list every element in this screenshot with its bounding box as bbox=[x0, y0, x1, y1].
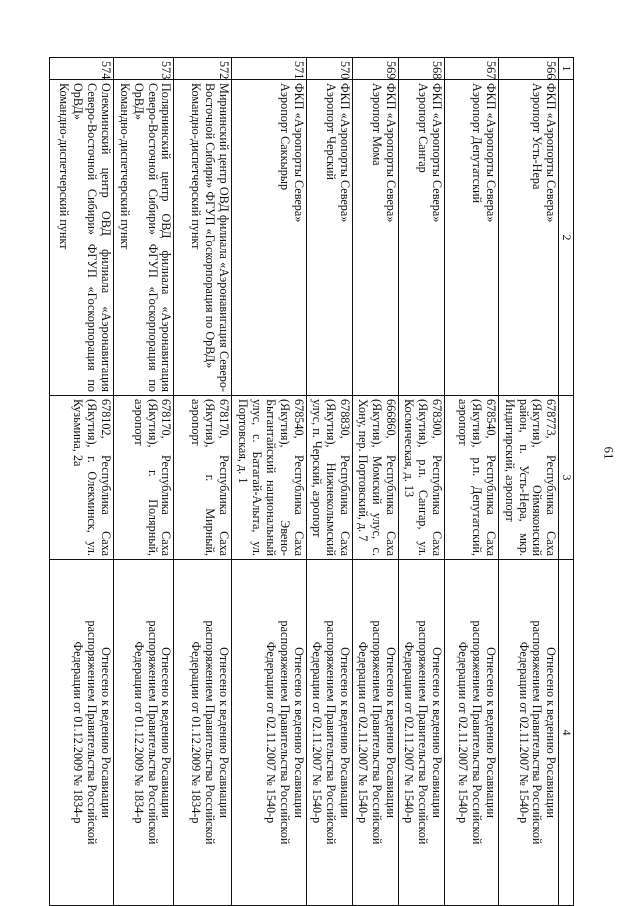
row-address: 678170, Республика Саха (Якутия), г. Мирный, аэропорт bbox=[174, 396, 232, 560]
table-row bbox=[399, 58, 445, 906]
table-row bbox=[174, 58, 232, 906]
row-note bbox=[232, 560, 307, 906]
row-number: 571 bbox=[232, 58, 307, 80]
row-note bbox=[50, 560, 114, 906]
page-number: 61 bbox=[601, 446, 617, 460]
note-line: Отнесено к ведению Росавиации bbox=[430, 647, 445, 818]
note-line: Федерации от 02.11.2007 № 1540-р bbox=[516, 641, 531, 824]
object-name: Аэропорт Депутатский bbox=[469, 83, 484, 204]
row-name bbox=[50, 80, 114, 396]
row-number: 567 bbox=[445, 58, 499, 80]
row-address: 666860, Республика Саха (Якутия), Момский улус, с. Хону, пер. Портовский, д. 7 bbox=[353, 396, 399, 560]
row-address: 678540, Республика Саха (Якутия), Эвено-Бытантайский национальный улус, с. Батагай-Алыта, ул. Портовская, д. 1 bbox=[232, 396, 307, 560]
object-name: Аэропорт Черский bbox=[324, 83, 339, 180]
header-col-1: 1 bbox=[559, 58, 574, 80]
note-line: распоряжением Правительства Российской bbox=[530, 620, 545, 845]
note-line: Федерации от 01.12.2009 № 1834-р bbox=[189, 641, 204, 824]
row-name bbox=[445, 80, 499, 396]
note-line: Отнесено к ведению Росавиации bbox=[159, 647, 174, 818]
org-name: ФКП «Аэропорты Севера» bbox=[338, 83, 353, 223]
row-name bbox=[232, 80, 307, 396]
row-number: 570 bbox=[306, 58, 352, 80]
note-line: распоряжением Правительства Российской bbox=[370, 620, 385, 845]
note-line: распоряжением Правительства Российской bbox=[203, 620, 218, 845]
row-note bbox=[353, 560, 399, 906]
note-line: Отнесено к ведению Росавиации bbox=[291, 647, 306, 818]
note-line: распоряжением Правительства Российской bbox=[85, 620, 100, 845]
row-number: 574 bbox=[50, 58, 114, 80]
row-number: 572 bbox=[174, 58, 232, 80]
table-row bbox=[50, 58, 114, 906]
org-name: ФКП «Аэропорты Севера» bbox=[384, 83, 399, 223]
org-name: ФКП «Аэропорты Севера» bbox=[291, 83, 306, 223]
row-address: 678170, Республика Саха (Якутия), г. Полярный, аэропорт bbox=[114, 396, 174, 560]
note-line: Отнесено к ведению Росавиации bbox=[338, 647, 353, 818]
object-name: Аэропорт Усть-Нера bbox=[530, 83, 545, 190]
row-address: 678540, Республика Саха (Якутия), р.п. Депутатский, аэропорт bbox=[445, 396, 499, 560]
org-name: ФКП «Аэропорты Севера» bbox=[544, 83, 559, 223]
table-row bbox=[498, 58, 558, 906]
row-note bbox=[114, 560, 174, 906]
note-line: Федерации от 02.11.2007 № 1540-р bbox=[356, 641, 371, 824]
org-name: ФКП «Аэропорты Севера» bbox=[430, 83, 445, 223]
row-address: 678773, Республика Саха (Якутия), Оймяконский район, п. Усть-Нера, мкр. Индигирский, аэропорт bbox=[498, 396, 558, 560]
row-note bbox=[498, 560, 558, 906]
row-address: 678102, Республика Саха (Якутия), г. Олекминск, ул. Кузьмина, 2а bbox=[50, 396, 114, 560]
table-row bbox=[114, 58, 174, 906]
row-number: 573 bbox=[114, 58, 174, 80]
table-row bbox=[445, 58, 499, 906]
note-line: Федерации от 01.12.2009 № 1834-р bbox=[71, 641, 86, 824]
row-address: 678830, Республика Саха (Якутия), Нижнеколымский улус, п. Черский, аэропорт bbox=[306, 396, 352, 560]
object-name: Командно-диспетчерский пункт bbox=[57, 83, 72, 250]
row-address: 678300, Республика Саха (Якутия), р.п. Сангар, ул. Космическая, д. 13 bbox=[399, 396, 445, 560]
row-name bbox=[174, 80, 232, 396]
row-name bbox=[498, 80, 558, 396]
object-name: Аэропорт Саккырыр bbox=[278, 83, 293, 191]
table-header-row bbox=[559, 58, 574, 906]
note-line: Отнесено к ведению Росавиации bbox=[217, 647, 232, 818]
row-note bbox=[306, 560, 352, 906]
object-name: Командно-диспетчерский пункт bbox=[189, 83, 204, 250]
row-number: 569 bbox=[353, 58, 399, 80]
note-line: Отнесено к ведению Росавиации bbox=[99, 647, 113, 818]
note-line: распоряжением Правительства Российской bbox=[145, 620, 160, 845]
table-row bbox=[306, 58, 352, 906]
note-line: распоряжением Правительства Российской bbox=[324, 620, 339, 845]
row-note bbox=[445, 560, 499, 906]
row-name bbox=[306, 80, 352, 396]
note-line: Отнесено к ведению Росавиации bbox=[544, 647, 559, 818]
document-table-rotated bbox=[49, 57, 574, 905]
header-col-4: 4 bbox=[559, 560, 574, 906]
org-name: Олекминский центр ОВД филиала «Аэронавигация Северо-Восточной Сибири» ФГУП «Госкорпорация по ОрВД» bbox=[71, 83, 113, 392]
row-name bbox=[399, 80, 445, 396]
row-note bbox=[399, 560, 445, 906]
table-row bbox=[353, 58, 399, 906]
note-line: распоряжением Правительства Российской bbox=[416, 620, 431, 845]
row-name bbox=[114, 80, 174, 396]
org-name: Мирнинский центр ОВД филиала «Аэронавигация Северо-Восточной Сибири» ФГУП «Госкорпорация по ОрВД» bbox=[203, 83, 232, 392]
note-line: Федерации от 02.11.2007 № 1540-р bbox=[456, 641, 471, 824]
document-table bbox=[49, 57, 574, 906]
note-line: Федерации от 02.11.2007 № 1540-р bbox=[310, 641, 325, 824]
org-name: ФКП «Аэропорты Севера» bbox=[483, 83, 498, 223]
note-line: Отнесено к ведению Росавиации bbox=[384, 647, 399, 818]
header-col-3: 3 bbox=[559, 396, 574, 560]
object-name: Аэропорт Мома bbox=[370, 83, 385, 166]
row-number: 568 bbox=[399, 58, 445, 80]
note-line: распоряжением Правительства Российской bbox=[469, 620, 484, 845]
org-name: Полярнинский центр ОВД филиала «Аэронавигация Северо-Восточной Сибири» ФГУП «Госкорпорация по ОрВД» bbox=[131, 83, 174, 392]
note-line: Федерации от 01.12.2009 № 1834-р bbox=[131, 641, 146, 824]
note-line: Отнесено к ведению Росавиации bbox=[483, 647, 498, 818]
row-number: 566 bbox=[498, 58, 558, 80]
note-line: распоряжением Правительства Российской bbox=[278, 620, 293, 845]
note-line: Федерации от 02.11.2007 № 1540-р bbox=[402, 641, 417, 824]
row-note bbox=[174, 560, 232, 906]
row-name bbox=[353, 80, 399, 396]
object-name: Командно-диспетчерский пункт bbox=[117, 83, 132, 250]
note-line: Федерации от 02.11.2007 № 1540-р bbox=[264, 641, 279, 824]
table-row bbox=[232, 58, 307, 906]
header-col-2: 2 bbox=[559, 80, 574, 396]
object-name: Аэропорт Сангар bbox=[416, 83, 431, 173]
